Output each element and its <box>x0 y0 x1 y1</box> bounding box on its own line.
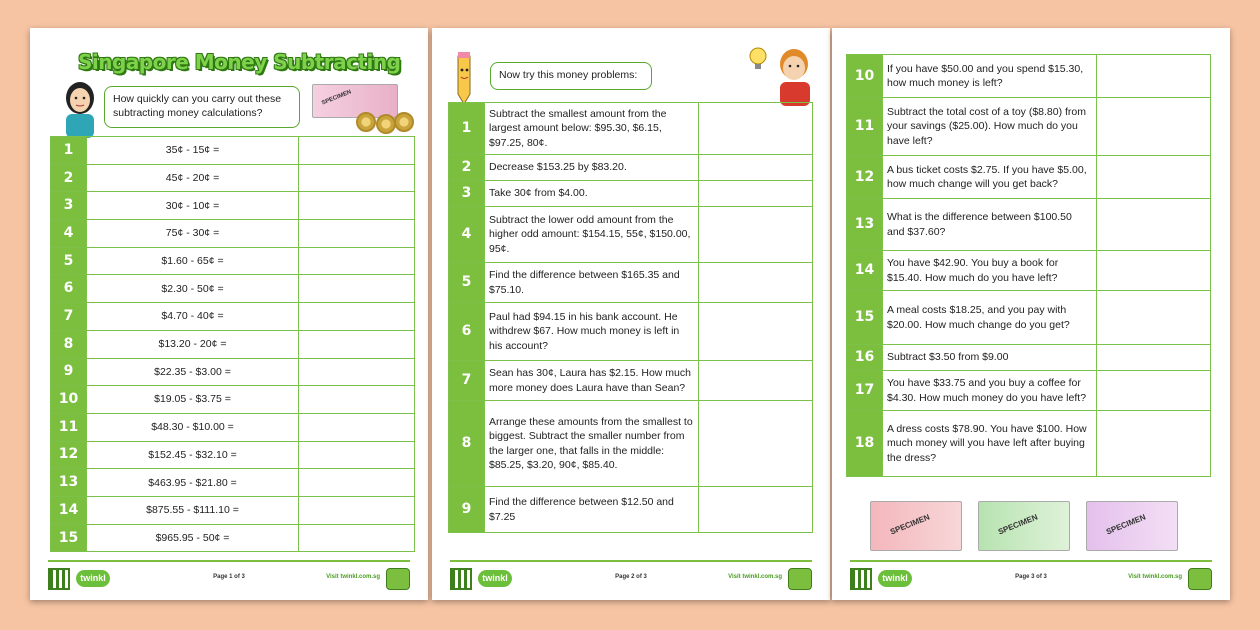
answer-box[interactable] <box>1097 55 1211 98</box>
intro-bubble: Now try this money problems: <box>490 62 652 90</box>
question-text: Subtract the total cost of a toy ($8.80) from your savings ($25.00). How much do you have left? <box>883 98 1097 156</box>
table-row <box>51 358 415 386</box>
question-text: $4.70 - 40¢ = <box>87 303 299 331</box>
question-number: 5 <box>51 247 87 275</box>
question-text: $152.45 - $32.10 = <box>87 441 299 469</box>
question-text: $463.95 - $21.80 = <box>87 469 299 497</box>
visit-link[interactable]: Visit twinkl.com.sg <box>326 574 380 580</box>
question-number: 5 <box>449 263 485 303</box>
question-number: 15 <box>51 524 87 552</box>
question-number: 7 <box>449 361 485 401</box>
question-number: 10 <box>51 386 87 414</box>
table-row <box>449 401 813 487</box>
table-row <box>449 361 813 401</box>
question-text: A meal costs $18.25, and you pay with $20.00. How much change do you get? <box>883 291 1097 345</box>
question-number: 1 <box>51 137 87 165</box>
table-row <box>51 137 415 165</box>
table-row <box>449 155 813 181</box>
question-text: $875.55 - $111.10 = <box>87 496 299 524</box>
answer-box[interactable] <box>699 263 813 303</box>
twinkl-logo: twinkl <box>76 570 110 587</box>
question-number: 4 <box>449 207 485 263</box>
table-row <box>51 413 415 441</box>
question-text: If you have $50.00 and you spend $15.30, how much money is left? <box>883 55 1097 98</box>
question-text: What is the difference between $100.50 and $37.60? <box>883 199 1097 251</box>
question-number: 11 <box>51 413 87 441</box>
table-row <box>51 247 415 275</box>
question-text: $19.05 - $3.75 = <box>87 386 299 414</box>
pencil-character-illustration <box>448 50 482 106</box>
answer-box[interactable] <box>699 487 813 533</box>
answer-box[interactable] <box>299 275 415 303</box>
table-row <box>847 98 1211 156</box>
question-number: 3 <box>51 192 87 220</box>
question-number: 6 <box>449 303 485 361</box>
question-number: 1 <box>449 103 485 155</box>
table-row <box>847 291 1211 345</box>
specimen-stamp: SPECIMEN <box>1104 512 1147 537</box>
table-row <box>847 156 1211 199</box>
table-row <box>51 220 415 248</box>
answer-box[interactable] <box>699 103 813 155</box>
answer-box[interactable] <box>299 496 415 524</box>
specimen-stamp: SPECIMEN <box>888 512 931 537</box>
question-text: Paul had $94.15 in his bank account. He withdrew $67. How much money is left in his account? <box>485 303 699 361</box>
question-number: 4 <box>51 220 87 248</box>
question-text: A bus ticket costs $2.75. If you have $5.00, how much change will you get back? <box>883 156 1097 199</box>
question-text: Decrease $153.25 by $83.20. <box>485 155 699 181</box>
table-row <box>449 181 813 207</box>
answer-box[interactable] <box>299 441 415 469</box>
problems-table <box>448 102 813 533</box>
question-text: Arrange these amounts from the smallest to biggest. Subtract the smaller number from the larger one, that falls in the middle: $85.25, $3.20, 90¢, $85.40. <box>485 401 699 487</box>
answer-box[interactable] <box>1097 411 1211 477</box>
answer-box[interactable] <box>699 303 813 361</box>
question-text: Subtract the lower odd amount from the higher odd amount: $154.15, 55¢, $150.00, 95¢. <box>485 207 699 263</box>
questions-table <box>50 136 415 552</box>
question-text: $48.30 - $10.00 = <box>87 413 299 441</box>
question-number: 9 <box>449 487 485 533</box>
question-text: Take 30¢ from $4.00. <box>485 181 699 207</box>
question-number: 17 <box>847 371 883 411</box>
answer-box[interactable] <box>299 330 415 358</box>
question-number: 15 <box>847 291 883 345</box>
answer-box[interactable] <box>699 207 813 263</box>
question-text: You have $33.75 and you buy a coffee for $4.30. How much money do you have left? <box>883 371 1097 411</box>
question-text: 45¢ - 20¢ = <box>87 164 299 192</box>
answer-box[interactable] <box>1097 156 1211 199</box>
footer-divider <box>850 560 1212 562</box>
table-row <box>51 524 415 552</box>
table-row <box>51 164 415 192</box>
table-row <box>449 303 813 361</box>
question-text: $22.35 - $3.00 = <box>87 358 299 386</box>
answer-box[interactable] <box>299 220 415 248</box>
question-number: 13 <box>847 199 883 251</box>
table-row <box>847 251 1211 291</box>
question-number: 7 <box>51 303 87 331</box>
table-row <box>51 386 415 414</box>
specimen-banknote-5 <box>978 501 1070 551</box>
table-row <box>51 469 415 497</box>
question-number: 2 <box>449 155 485 181</box>
coin-icon <box>356 112 376 132</box>
table-row <box>449 487 813 533</box>
specimen-banknote-2 <box>870 501 962 551</box>
question-text: 75¢ - 30¢ = <box>87 220 299 248</box>
question-text: $965.95 - 50¢ = <box>87 524 299 552</box>
specimen-stamp: SPECIMEN <box>321 89 353 107</box>
answer-box[interactable] <box>299 469 415 497</box>
table-row <box>449 103 813 155</box>
question-number: 13 <box>51 469 87 497</box>
question-text: Find the difference between $165.35 and $75.10. <box>485 263 699 303</box>
coin-icon <box>394 112 414 132</box>
table-row <box>51 303 415 331</box>
specimen-stamp: SPECIMEN <box>996 512 1039 537</box>
problems-table <box>846 54 1211 477</box>
table-row <box>51 275 415 303</box>
badge-icon <box>1188 568 1212 590</box>
intro-bubble: How quickly can you carry out these subtracting money calculations? <box>104 86 300 128</box>
question-number: 16 <box>847 345 883 371</box>
table-row <box>847 55 1211 98</box>
answer-box[interactable] <box>1097 251 1211 291</box>
answer-box[interactable] <box>1097 371 1211 411</box>
table-row <box>51 330 415 358</box>
question-number: 18 <box>847 411 883 477</box>
question-text: You have $42.90. You buy a book for $15.40. How much do you have left? <box>883 251 1097 291</box>
worksheet-page-3 <box>832 28 1230 600</box>
twinkl-logo: twinkl <box>878 570 912 587</box>
answer-box[interactable] <box>1097 199 1211 251</box>
answer-box[interactable] <box>699 401 813 487</box>
question-text: Sean has 30¢, Laura has $2.15. How much more money does Laura have than Sean? <box>485 361 699 401</box>
page-number: Page 2 of 3 <box>615 574 647 580</box>
question-number: 14 <box>51 496 87 524</box>
specimen-banknote-10 <box>1086 501 1178 551</box>
footer-divider <box>450 560 812 562</box>
footer-divider <box>48 560 410 562</box>
question-text: 35¢ - 15¢ = <box>87 137 299 165</box>
question-text: Find the difference between $12.50 and $7.25 <box>485 487 699 533</box>
question-number: 11 <box>847 98 883 156</box>
question-text: Subtract $3.50 from $9.00 <box>883 345 1097 371</box>
table-row <box>51 496 415 524</box>
question-text: $1.60 - 65¢ = <box>87 247 299 275</box>
answer-box[interactable] <box>299 164 415 192</box>
question-text: A dress costs $78.90. You have $100. How much money will you have left after buying the dress? <box>883 411 1097 477</box>
answer-box[interactable] <box>699 361 813 401</box>
table-row <box>847 345 1211 371</box>
worksheet-page-1 <box>30 28 428 600</box>
answer-box[interactable] <box>699 155 813 181</box>
answer-box[interactable] <box>299 413 415 441</box>
coin-icon <box>376 114 396 134</box>
question-number: 14 <box>847 251 883 291</box>
question-number: 8 <box>449 401 485 487</box>
page-number: Page 1 of 3 <box>213 574 245 580</box>
page-title: Singapore Money Subtracting <box>78 50 401 74</box>
table-row <box>847 371 1211 411</box>
answer-box[interactable] <box>1097 98 1211 156</box>
question-number: 9 <box>51 358 87 386</box>
worksheet-page-2 <box>432 28 830 600</box>
question-text: Subtract the smallest amount from the largest amount below: $95.30, $6.15, $97.25, 80¢. <box>485 103 699 155</box>
answer-box[interactable] <box>1097 291 1211 345</box>
question-number: 12 <box>847 156 883 199</box>
answer-box[interactable] <box>299 137 415 165</box>
boy-lightbulb-illustration <box>748 42 818 106</box>
table-row <box>51 192 415 220</box>
question-text: $2.30 - 50¢ = <box>87 275 299 303</box>
answer-box[interactable] <box>699 181 813 207</box>
table-row <box>847 411 1211 477</box>
girl-thinking-illustration <box>58 78 102 138</box>
page-number: Page 3 of 3 <box>1015 574 1047 580</box>
table-row <box>51 441 415 469</box>
answer-box[interactable] <box>299 192 415 220</box>
question-number: 8 <box>51 330 87 358</box>
badge-icon <box>386 568 410 590</box>
answer-box[interactable] <box>299 303 415 331</box>
question-number: 3 <box>449 181 485 207</box>
question-number: 6 <box>51 275 87 303</box>
table-row <box>449 207 813 263</box>
question-text: 30¢ - 10¢ = <box>87 192 299 220</box>
question-number: 12 <box>51 441 87 469</box>
question-number: 10 <box>847 55 883 98</box>
answer-box[interactable] <box>299 247 415 275</box>
question-text: $13.20 - 20¢ = <box>87 330 299 358</box>
specimen-banknote <box>312 84 398 118</box>
question-number: 2 <box>51 164 87 192</box>
twinkl-logo: twinkl <box>478 570 512 587</box>
visit-link[interactable]: Visit twinkl.com.sg <box>728 574 782 580</box>
table-row <box>449 263 813 303</box>
answer-box[interactable] <box>299 524 415 552</box>
table-row <box>847 199 1211 251</box>
answer-box[interactable] <box>299 358 415 386</box>
answer-box[interactable] <box>1097 345 1211 371</box>
badge-icon <box>788 568 812 590</box>
answer-box[interactable] <box>299 386 415 414</box>
visit-link[interactable]: Visit twinkl.com.sg <box>1128 574 1182 580</box>
